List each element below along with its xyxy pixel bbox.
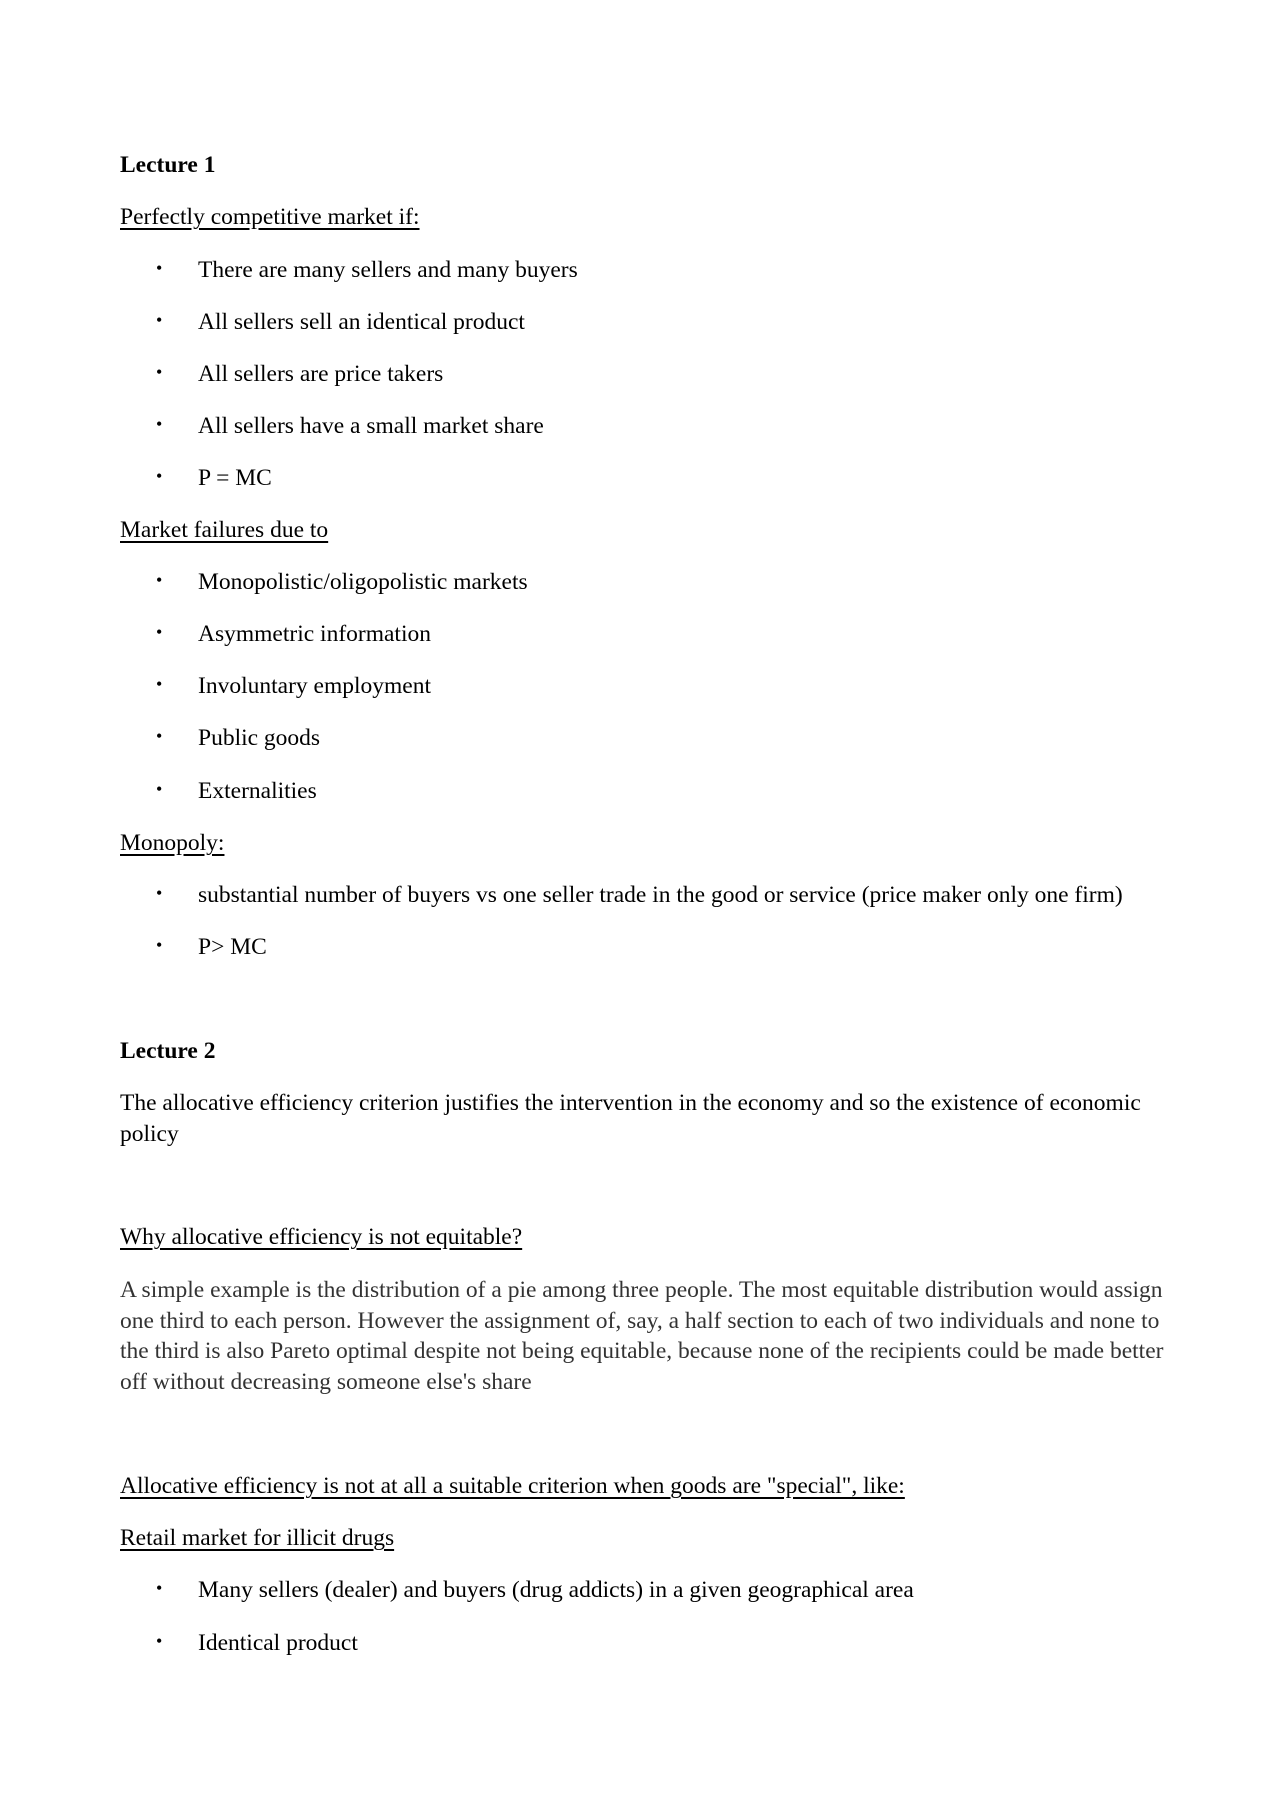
- pie-example-paragraph: A simple example is the distribution of a pie among three people. The most equitable distribution would assign one third to each person. However the assignment of, say, a half section to each of two individuals and none to the third is also Pareto optimal despite not being equitable, because none of the recipients could be made better off without decreasing someone else's share: [120, 1277, 1164, 1395]
- bullet-icon: •: [156, 622, 163, 642]
- bullet-icon: •: [156, 883, 163, 903]
- competitive-item: P = MC: [198, 465, 272, 491]
- bullet-icon: •: [156, 414, 163, 434]
- why-not-equitable-heading: Why allocative efficiency is not equitable?: [120, 1224, 523, 1250]
- competitive-market-heading: Perfectly competitive market if:: [120, 204, 420, 230]
- lecture-2-title: Lecture 2: [120, 1038, 216, 1064]
- monopoly-item: P> MC: [198, 934, 267, 960]
- bullet-icon: •: [156, 779, 163, 799]
- bullet-icon: •: [156, 466, 163, 486]
- bullet-icon: •: [156, 935, 163, 955]
- drugs-item: Identical product: [198, 1630, 358, 1656]
- competitive-item: All sellers sell an identical product: [198, 309, 525, 335]
- bullet-icon: •: [156, 362, 163, 382]
- drugs-item: Many sellers (dealer) and buyers (drug addicts) in a given geographical area: [198, 1577, 914, 1603]
- bullet-icon: •: [156, 1631, 163, 1651]
- competitive-item: There are many sellers and many buyers: [198, 257, 578, 283]
- bullet-icon: •: [156, 674, 163, 694]
- competitive-item: All sellers are price takers: [198, 361, 444, 387]
- market-failures-heading: Market failures due to: [120, 517, 329, 543]
- illicit-drugs-heading: Retail market for illicit drugs: [120, 1525, 395, 1551]
- monopoly-item: substantial number of buyers vs one seller trade in the good or service (price maker only one firm): [198, 882, 1123, 908]
- bullet-icon: •: [156, 258, 163, 278]
- allocative-efficiency-intro: The allocative efficiency criterion justifies the intervention in the economy and so the existence of economic policy: [120, 1090, 1141, 1147]
- failure-item: Monopolistic/oligopolistic markets: [198, 569, 528, 595]
- lecture-1-title: Lecture 1: [120, 152, 216, 178]
- failure-item: Public goods: [198, 725, 321, 751]
- bullet-icon: •: [156, 310, 163, 330]
- failure-item: Involuntary employment: [198, 673, 431, 699]
- failure-item: Asymmetric information: [198, 621, 431, 647]
- monopoly-heading: Monopoly:: [120, 830, 225, 856]
- bullet-icon: •: [156, 1578, 163, 1598]
- bullet-icon: •: [156, 570, 163, 590]
- failure-item: Externalities: [198, 778, 317, 804]
- bullet-icon: •: [156, 726, 163, 746]
- competitive-item: All sellers have a small market share: [198, 413, 544, 439]
- special-goods-heading: Allocative efficiency is not at all a suitable criterion when goods are "special", like:: [120, 1473, 905, 1499]
